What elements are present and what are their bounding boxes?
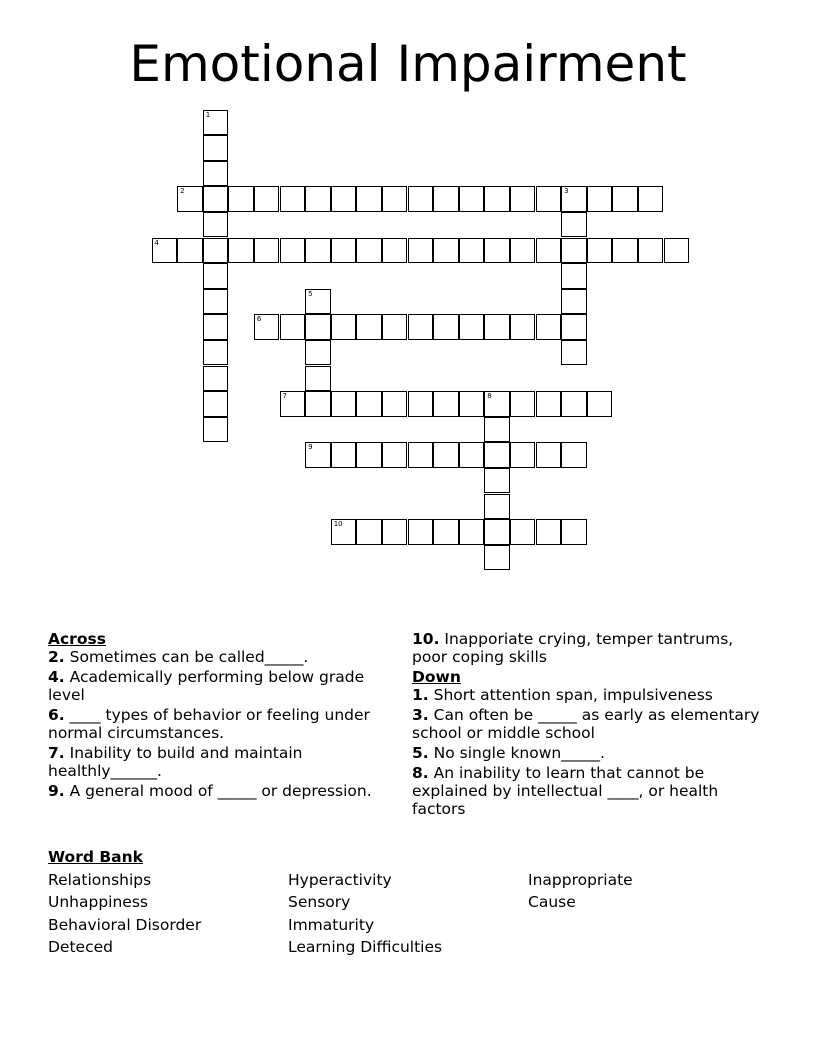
grid-cell[interactable] — [152, 238, 178, 264]
grid-cell[interactable] — [382, 442, 408, 468]
grid-cell[interactable] — [561, 212, 587, 238]
clue-across-9: 9. A general mood of _____ or depression. — [48, 782, 372, 800]
grid-cell[interactable] — [484, 391, 510, 417]
clue-number: 1 — [205, 110, 211, 119]
word-bank-item: Relationships — [48, 870, 152, 889]
grid-cell[interactable] — [536, 391, 562, 417]
grid-cell[interactable] — [536, 519, 562, 545]
grid-cell[interactable] — [356, 314, 382, 340]
grid-cell[interactable] — [433, 519, 459, 545]
clue-across-2: 2. Sometimes can be called_____. — [48, 648, 309, 666]
grid-cell[interactable] — [356, 442, 382, 468]
clue-down-1: 1. Short attention span, impulsiveness — [412, 686, 713, 704]
word-bank-item: Cause — [528, 893, 576, 911]
grid-cell[interactable] — [484, 468, 510, 494]
grid-cell[interactable] — [177, 186, 203, 212]
clue-number: 8 — [487, 392, 492, 401]
grid-cell[interactable] — [280, 186, 306, 212]
grid-cell[interactable] — [536, 186, 562, 212]
grid-cell[interactable] — [561, 340, 587, 366]
clues-left-column — [48, 630, 393, 802]
clues-right-column — [412, 630, 772, 820]
grid-cell[interactable] — [638, 238, 664, 264]
grid-cell[interactable] — [459, 186, 485, 212]
grid-cell[interactable] — [561, 391, 587, 417]
grid-cell[interactable] — [587, 238, 613, 264]
grid-cell[interactable] — [408, 519, 434, 545]
grid-cell[interactable] — [484, 238, 510, 264]
grid-cell[interactable] — [203, 340, 229, 366]
clue-across-4: 4. Academically performing below grade level — [48, 668, 365, 704]
word-bank-item: Inappropriate — [528, 870, 633, 889]
grid-cell[interactable] — [382, 186, 408, 212]
grid-cell[interactable] — [459, 314, 485, 340]
grid-cell[interactable] — [433, 442, 459, 468]
grid-cell[interactable] — [382, 391, 408, 417]
grid-cell[interactable] — [203, 391, 229, 417]
grid-cell[interactable] — [331, 186, 357, 212]
word-bank-item: Deteced — [48, 938, 113, 956]
grid-cell[interactable] — [510, 238, 536, 264]
grid-cell[interactable] — [254, 314, 280, 340]
grid-cell[interactable] — [203, 417, 229, 443]
grid-cell[interactable] — [408, 314, 434, 340]
word-bank-heading: Word Bank — [48, 848, 143, 866]
grid-cell[interactable] — [510, 391, 536, 417]
down-heading: Down — [412, 668, 461, 686]
grid-cell[interactable] — [459, 519, 485, 545]
grid-cell[interactable] — [203, 263, 229, 289]
clue-down-8: 8. An inability to learn that cannot be explained by intellectual ____, or health factors — [412, 764, 719, 818]
grid-cell[interactable] — [459, 391, 485, 417]
word-bank-item: Sensory — [288, 893, 351, 911]
grid-cell[interactable] — [561, 238, 587, 264]
grid-cell[interactable] — [203, 289, 229, 315]
grid-cell[interactable] — [254, 186, 280, 212]
word-bank-item: Immaturity — [288, 915, 375, 934]
grid-cell[interactable] — [408, 238, 434, 264]
grid-cell[interactable] — [203, 110, 229, 136]
grid-cell[interactable] — [356, 519, 382, 545]
clue-down-3: 3. Can often be _____ as early as elementary school or middle school — [412, 706, 760, 742]
grid-cell[interactable] — [356, 186, 382, 212]
word-bank-item: Hyperactivity — [288, 870, 392, 889]
grid-cell[interactable] — [433, 314, 459, 340]
grid-cell[interactable] — [228, 186, 254, 212]
grid-cell[interactable] — [203, 212, 229, 238]
grid-cell[interactable] — [203, 238, 229, 264]
grid-cell[interactable] — [382, 238, 408, 264]
word-bank — [48, 846, 768, 959]
grid-cell[interactable] — [203, 186, 229, 212]
grid-cell[interactable] — [612, 186, 638, 212]
clue-number: 9 — [308, 443, 313, 452]
grid-cell[interactable] — [280, 238, 306, 264]
grid-cell[interactable] — [536, 238, 562, 264]
grid-cell[interactable] — [561, 186, 587, 212]
grid-cell[interactable] — [561, 442, 587, 468]
grid-cell[interactable] — [433, 186, 459, 212]
grid-cell[interactable] — [305, 442, 331, 468]
grid-cell[interactable] — [510, 442, 536, 468]
grid-cell[interactable] — [203, 314, 229, 340]
grid-cell[interactable] — [331, 519, 357, 545]
grid-cell[interactable] — [280, 314, 306, 340]
word-bank-item: Unhappiness — [48, 893, 148, 911]
grid-cell[interactable] — [408, 186, 434, 212]
clue-number: 7 — [282, 392, 287, 401]
grid-cell[interactable] — [331, 238, 357, 264]
across-heading: Across — [48, 630, 106, 648]
grid-cell[interactable] — [356, 238, 382, 264]
grid-cell[interactable] — [305, 391, 331, 417]
grid-cell[interactable] — [484, 545, 510, 571]
word-bank-item: Behavioral Disorder — [48, 915, 202, 934]
grid-cell[interactable] — [305, 340, 331, 366]
word-bank-item: Learning Difficulties — [288, 938, 443, 956]
grid-cell[interactable] — [561, 314, 587, 340]
clue-number: 4 — [154, 238, 159, 247]
grid-cell[interactable] — [433, 391, 459, 417]
grid-cell[interactable] — [331, 391, 357, 417]
clue-across-6: 6. ____ types of behavior or feeling under normal circumstances. — [48, 706, 370, 742]
grid-cell[interactable] — [587, 391, 613, 417]
clue-down-5: 5. No single known_____. — [412, 744, 605, 762]
clue-number: 6 — [256, 315, 262, 324]
grid-cell[interactable] — [484, 186, 510, 212]
grid-cell[interactable] — [484, 519, 510, 545]
grid-cell[interactable] — [254, 238, 280, 264]
clue-across-10: 10. Inapporiate crying, temper tantrums, poor coping skills — [412, 630, 734, 666]
grid-cell[interactable] — [536, 442, 562, 468]
grid-cell[interactable] — [305, 366, 331, 392]
grid-cell[interactable] — [484, 314, 510, 340]
grid-cell[interactable] — [664, 238, 690, 264]
grid-cell[interactable] — [356, 391, 382, 417]
grid-cell[interactable] — [510, 186, 536, 212]
clue-number: 3 — [564, 187, 569, 196]
grid-cell[interactable] — [459, 238, 485, 264]
grid-cell[interactable] — [510, 314, 536, 340]
grid-cell[interactable] — [382, 314, 408, 340]
grid-cell[interactable] — [305, 314, 331, 340]
grid-cell[interactable] — [612, 238, 638, 264]
grid-cell[interactable] — [536, 314, 562, 340]
grid-cell[interactable] — [203, 366, 229, 392]
grid-cell[interactable] — [561, 519, 587, 545]
grid-cell[interactable] — [433, 238, 459, 264]
grid-cell[interactable] — [638, 186, 664, 212]
grid-cell[interactable] — [305, 238, 331, 264]
grid-cell[interactable] — [408, 391, 434, 417]
clue-number: 10 — [333, 520, 343, 529]
clue-number: 5 — [308, 289, 313, 298]
grid-cell[interactable] — [561, 263, 587, 289]
page-title: Emotional Impairment — [129, 35, 687, 93]
grid-cell[interactable] — [331, 314, 357, 340]
grid-cell[interactable] — [561, 289, 587, 315]
grid-cell[interactable] — [203, 135, 229, 161]
grid-cell[interactable] — [510, 519, 536, 545]
grid-cell[interactable] — [177, 238, 203, 264]
grid-cell[interactable] — [203, 161, 229, 187]
grid-cell[interactable] — [228, 238, 254, 264]
grid-cell[interactable] — [305, 289, 331, 315]
grid-cell[interactable] — [382, 519, 408, 545]
grid-cell[interactable] — [484, 442, 510, 468]
clue-number: 2 — [180, 187, 185, 196]
grid-cell[interactable] — [459, 442, 485, 468]
clue-across-7: 7. Inability to build and maintain healthly______. — [48, 744, 303, 780]
grid-cell[interactable] — [484, 494, 510, 520]
grid-cell[interactable] — [587, 186, 613, 212]
grid-cell[interactable] — [484, 417, 510, 443]
grid-cell[interactable] — [280, 391, 306, 417]
grid-cell[interactable] — [305, 186, 331, 212]
grid-cell[interactable] — [408, 442, 434, 468]
grid-cell[interactable] — [331, 442, 357, 468]
